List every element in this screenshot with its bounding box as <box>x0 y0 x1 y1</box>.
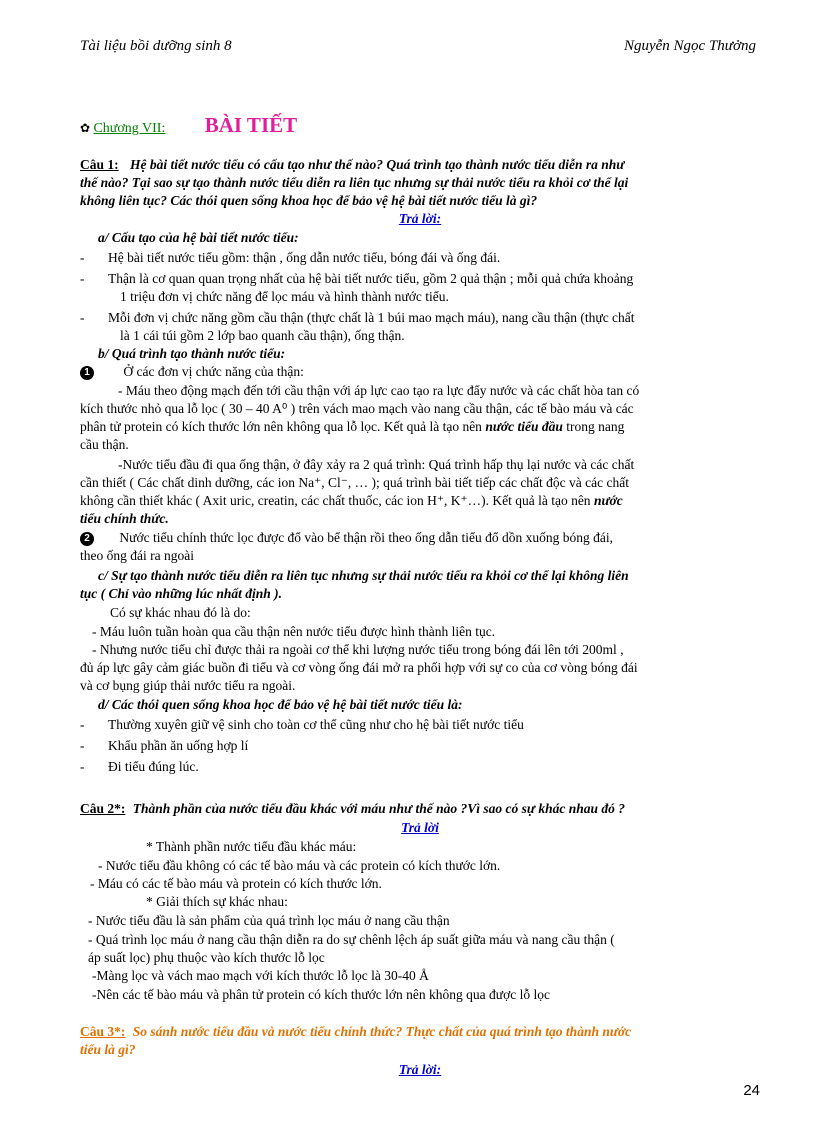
sa-text-2b: 1 triệu đơn vị chức năng để lọc máu và hình thành nước tiểu. <box>120 289 449 304</box>
sd-text-1: Thường xuyên giữ vệ sinh cho toàn cơ thể cũng như cho hệ bài tiết nước tiểu <box>108 717 524 732</box>
chapter-label: Chương VII: <box>93 121 166 136</box>
sb-p1a: - Máu theo động mạch đến tới cầu thận với áp lực cao tạo ra lực đẩy nước và các chất hòa tan có <box>118 383 640 398</box>
q1-text-1: Hệ bài tiết nước tiểu có cấu tạo như thế nào? Quá trình tạo thành nước tiểu diễn ra như <box>130 157 625 172</box>
q2-l4: * Giải thích sự khác nhau: <box>146 894 288 909</box>
sb-p2c-text: không cần thiết khác ( Axit uric, creatin, các chất thuốc, các ion H⁺, K⁺…). Kết quả là tạo nên <box>80 493 591 508</box>
sc-l1: Có sự khác nhau đó là do: <box>110 605 251 620</box>
q1-line-1 <box>80 157 760 173</box>
q1-text-2: thế nào? Tại sao sự tạo thành nước tiểu diễn ra liên tục nhưng sự thải nước tiểu ra khỏi cơ thể lại <box>80 175 629 190</box>
section-c-title-a: c/ Sự tạo thành nước tiểu diễn ra liên tục nhưng sự thải nước tiểu ra khỏi cơ thể lại không liên <box>98 568 629 583</box>
sb-b1-text: Ở các đơn vị chức năng của thận: <box>123 364 304 379</box>
sa-text-3b: là 1 cái túi gồm 2 lớp bao quanh cầu thận), ống thận. <box>120 328 405 343</box>
q2-l1: * Thành phần nước tiểu đầu khác máu: <box>146 839 357 854</box>
dash: - <box>80 738 85 753</box>
sb-p2b: cần thiết ( Các chất dinh dưỡng, các ion Na⁺, Cl⁻, … ); quá trình bài tiết tiếp các chất độc và các chất <box>80 475 629 490</box>
q2-l8: -Nên các tế bào máu và phân tử protein có kích thước lớn nên không qua được lỗ lọc <box>92 987 550 1002</box>
sb-b2a: Nước tiểu chính thức lọc được đổ vào bể thận rồi theo ống dẫn tiểu đổ dồn xuống bóng đái, <box>119 530 614 545</box>
sb-p1c <box>80 419 760 435</box>
q2-l6b: áp suất lọc) phụ thuộc vào kích thước lỗ lọc <box>88 950 325 965</box>
sd-item-1 <box>80 717 760 733</box>
sa-text-2a: Thận là cơ quan quan trọng nhất của hệ bài tiết nước tiểu, gồm 2 quả thận ; mỗi quả chứa khoảng <box>108 271 634 286</box>
q3-answer-label: Trả lời: <box>398 1062 442 1077</box>
q1-answer-label: Trả lời: <box>398 211 442 226</box>
section-b-title: b/ Quá trình tạo thành nước tiểu: <box>98 346 286 361</box>
section-a-title: a/ Cấu tạo của hệ bài tiết nước tiểu: <box>98 230 299 245</box>
q2-l2: - Nước tiểu đầu không có các tế bào máu và các protein có kích thước lớn. <box>98 858 501 873</box>
sd-text-3: Đi tiểu đúng lúc. <box>108 759 199 774</box>
page-number: 24 <box>743 1082 760 1099</box>
q2-answer-label: Trả lời <box>401 820 439 835</box>
sb-p1c-end: trong nang <box>566 419 625 434</box>
q1-text-3: không liên tục? Các thói quen sống khoa học để bảo vệ hệ bài tiết nước tiểu là gì? <box>80 193 538 208</box>
q3-label: Câu 3*: <box>80 1024 126 1039</box>
sb-p2c-bold: nước <box>593 493 623 508</box>
sb-bullet-1 <box>80 364 760 380</box>
section-c-title-b: tục ( Chỉ vào những lúc nhất định ). <box>80 586 283 601</box>
dash: - <box>80 250 85 265</box>
sb-b2b: theo ống đái ra ngoài <box>80 548 194 563</box>
sd-item-2 <box>80 738 760 754</box>
sc-l3a: - Nhưng nước tiểu chỉ được thải ra ngoài cơ thể khi lượng nước tiểu trong bóng đái lên tới 200ml , <box>92 642 624 657</box>
sb-p2a: -Nước tiểu đầu đi qua ống thận, ở đây xảy ra 2 quá trình: Quá trình hấp thụ lại nước và các chất <box>118 457 635 472</box>
chapter-heading <box>80 113 760 139</box>
sb-p1d: cầu thận. <box>80 437 129 452</box>
sb-p2d-bold: tiểu chính thức. <box>80 511 169 526</box>
sa-item-1 <box>80 250 760 266</box>
sa-item-2 <box>80 271 760 287</box>
sb-p1c-bold: nước tiểu đầu <box>485 419 563 434</box>
sa-text-1: Hệ bài tiết nước tiểu gồm: thận , ống dẫn nước tiểu, bóng đái và ống đái. <box>108 250 501 265</box>
chapter-title: BÀI TIẾT <box>204 113 298 137</box>
dash: - <box>80 310 85 325</box>
q2-line <box>80 801 760 817</box>
q3-text-2: tiểu là gì? <box>80 1042 136 1057</box>
q3-line-1 <box>80 1024 760 1040</box>
sb-bullet-2 <box>80 530 760 546</box>
header-left: Tài liệu bồi dưỡng sinh 8 <box>80 38 232 54</box>
sc-l2: - Máu luôn tuần hoàn qua cầu thận nên nước tiểu được hình thành liên tục. <box>92 624 496 639</box>
sc-l3c: và cơ bụng giúp thải nước tiểu ra ngoài. <box>80 678 296 693</box>
number-one-icon: 1 <box>80 366 94 380</box>
sb-p1c-text: phân tử protein có kích thước lớn nên không qua lỗ lọc. Kết quả là tạo nên <box>80 419 482 434</box>
q1-label: Câu 1: <box>80 157 119 172</box>
q2-l7: -Màng lọc và vách mao mạch với kích thước lỗ lọc là 30-40 Å <box>92 968 429 983</box>
sc-l3b: đủ áp lực gây cảm giác buồn đi tiểu và cơ vòng ống đái mở ra phối hợp với sự co của cơ vòng bóng đái <box>80 660 638 675</box>
flower-icon: ✿ <box>80 121 91 135</box>
q2-label: Câu 2*: <box>80 801 126 816</box>
q2-l6a: - Quá trình lọc máu ở nang cầu thận diễn ra do sự chênh lệch áp suất giữa máu và nang cầu thận ( <box>88 932 615 947</box>
sa-text-3a: Mỗi đơn vị chức năng gồm cầu thận (thực chất là 1 búi mao mạch máu), nang cầu thận (thực chất <box>108 310 635 325</box>
q2-l5: - Nước tiểu đầu là sản phẩm của quá trình lọc máu ở nang cầu thận <box>88 913 450 928</box>
dash: - <box>80 759 85 774</box>
sb-p1b: kích thước nhỏ qua lỗ lọc ( 30 – 40 A⁰ ) trên vách mao mạch vào nang cầu thận, các tế bào máu và các <box>80 401 634 416</box>
sd-text-2: Khẩu phần ăn uống hợp lí <box>108 738 249 753</box>
dash: - <box>80 717 85 732</box>
number-two-icon: 2 <box>80 532 94 546</box>
sa-item-3 <box>80 310 760 326</box>
section-d-title: d/ Các thói quen sống khoa học để bảo vệ hệ bài tiết nước tiểu là: <box>98 697 463 712</box>
sd-item-3 <box>80 759 760 775</box>
q2-l3: - Máu có các tế bào máu và protein có kích thước lớn. <box>90 876 382 891</box>
header-right: Nguyễn Ngọc Thưởng <box>623 38 756 54</box>
q2-text: Thành phần của nước tiểu đầu khác với máu như thế nào ?Vì sao có sự khác nhau đó ? <box>132 801 625 816</box>
dash: - <box>80 271 85 286</box>
sb-p2c <box>80 493 760 509</box>
q3-text-1: So sánh nước tiểu đầu và nước tiểu chính thức? Thực chất của quá trình tạo thành nước <box>132 1024 632 1039</box>
